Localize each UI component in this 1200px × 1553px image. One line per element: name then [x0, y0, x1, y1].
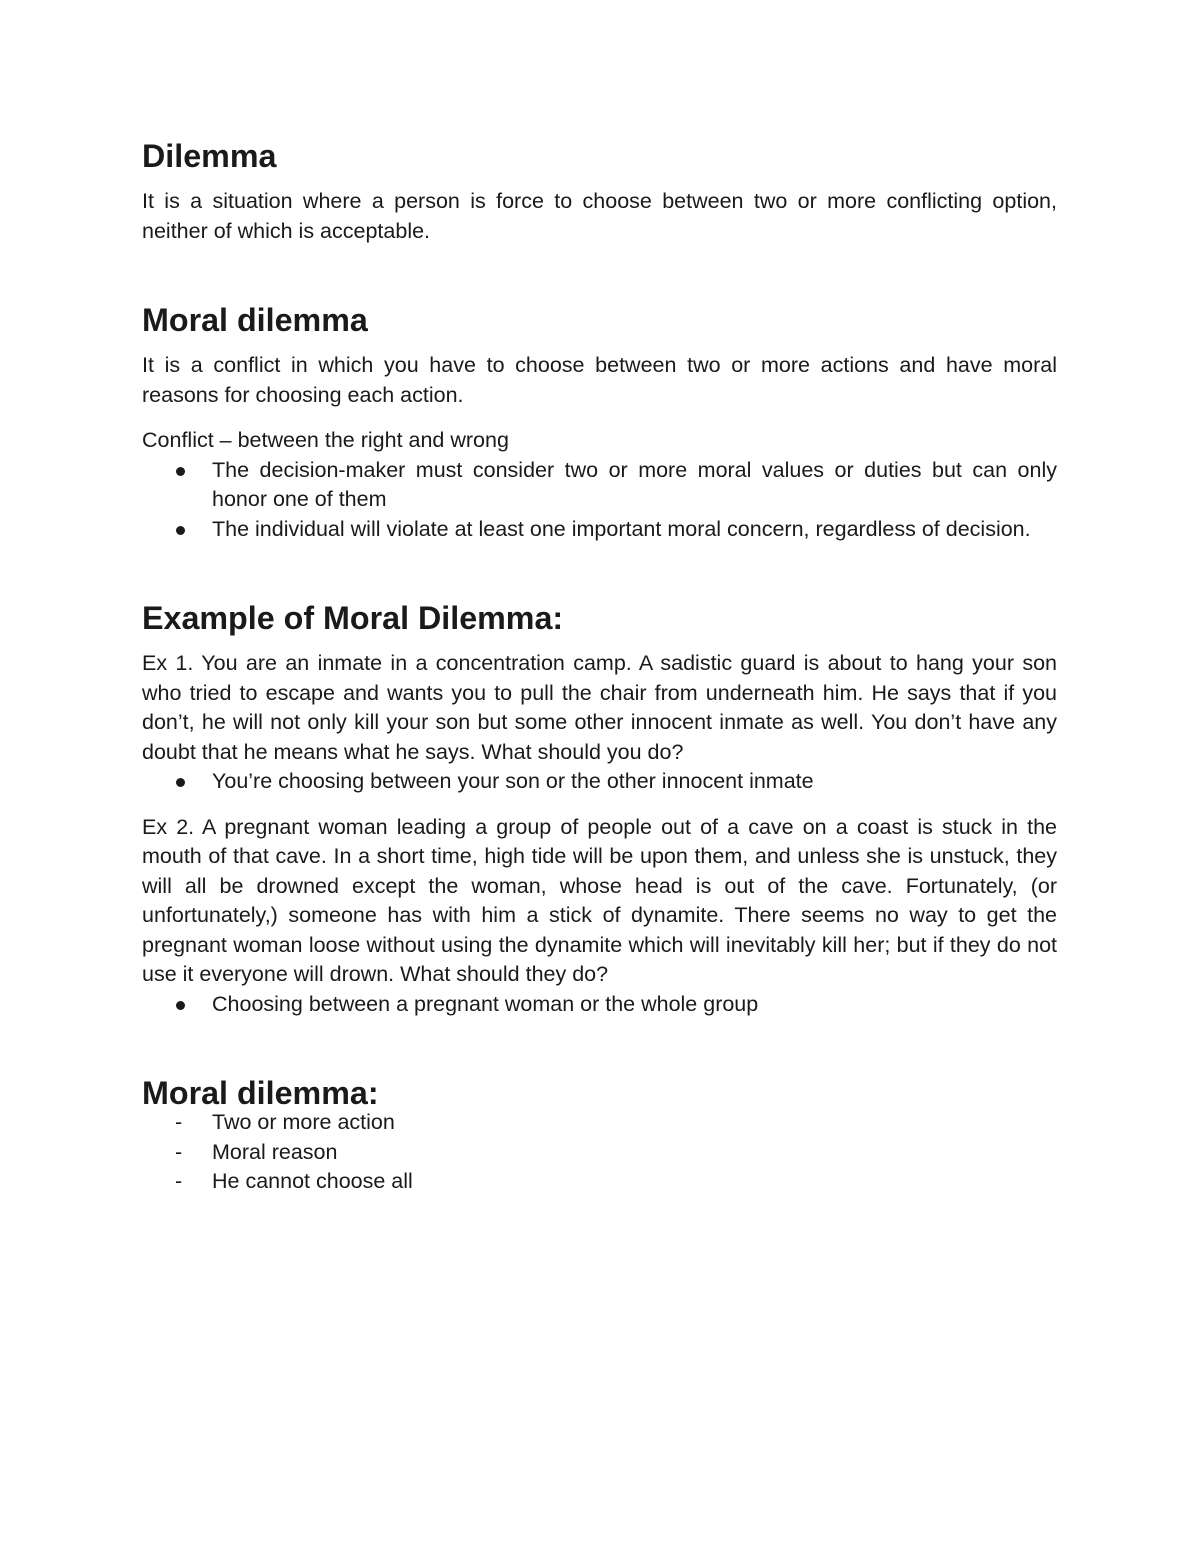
- dash-marker: -: [175, 1139, 183, 1164]
- heading-moral-dilemma-summary: Moral dilemma:: [142, 1075, 379, 1111]
- list-item: [142, 515, 1057, 545]
- bullet-text: You’re choosing between your son or the other innocent inmate: [212, 769, 814, 793]
- bullet-text: The decision-maker must consider two or more moral values or duties but can only honor one of them: [212, 457, 1057, 511]
- dash-item-text: Two or more action: [212, 1110, 395, 1134]
- list-item: [142, 456, 1057, 515]
- dilemma-definition: It is a situation where a person is force to choose between two or more conflicting option, neither of which is acceptable.: [142, 189, 1057, 243]
- bullet-icon: [176, 526, 185, 535]
- bullet-icon: [176, 467, 185, 476]
- heading-examples: Example of Moral Dilemma:: [142, 600, 564, 636]
- list-item: [142, 1138, 1057, 1168]
- example-2-text: Ex 2. A pregnant woman leading a group of people out of a cave on a coast is stuck in the mouth of that cave. In a short time, high tide will be upon them, and unless she is unstuck, they will all be drowned except the woman, whose head is out of the cave. Fortunately, (or unfortunately,) someone has with him a stick of dynamite. There seems no way to get the pregnant woman loose without using the dynamite which will inevitably kill her; but if they do not use it everyone will drown. What should they do?: [142, 814, 1057, 986]
- example-2-bullet-list: [142, 990, 1057, 1020]
- bullet-text: Choosing between a pregnant woman or the whole group: [212, 991, 759, 1016]
- heading-moral-dilemma: Moral dilemma: [142, 302, 368, 338]
- list-item: [142, 767, 1057, 797]
- document-page: [142, 138, 1057, 1197]
- dash-marker: -: [175, 1169, 183, 1193]
- list-item: [142, 1167, 1057, 1197]
- conflict-line: Conflict – between the right and wrong: [142, 428, 509, 452]
- moral-dilemma-bullet-list: [142, 456, 1057, 545]
- summary-dash-list: [142, 1108, 1057, 1197]
- bullet-text: The individual will violate at least one important moral concern, regardless of decision.: [212, 516, 1031, 541]
- dash-item-text: He cannot choose all: [212, 1169, 413, 1193]
- bullet-icon: [176, 1001, 185, 1010]
- list-item: [142, 990, 1057, 1020]
- list-item: [142, 1108, 1057, 1138]
- example-1-text: Ex 1. You are an inmate in a concentration camp. A sadistic guard is about to hang your son who tried to escape and wants you to pull the chair from underneath him. He says that if you don’t, he will not only kill your son but some other innocent inmate as well. You don’t have any doubt that he means what he says. What should you do?: [142, 651, 1057, 764]
- dash-marker: -: [175, 1110, 183, 1134]
- dash-item-text: Moral reason: [212, 1139, 338, 1164]
- example-1-bullet-list: [142, 767, 1057, 797]
- bullet-icon: [176, 778, 185, 787]
- heading-dilemma: Dilemma: [142, 138, 277, 174]
- moral-dilemma-definition: It is a conflict in which you have to choose between two or more actions and have moral reasons for choosing each action.: [142, 353, 1057, 407]
